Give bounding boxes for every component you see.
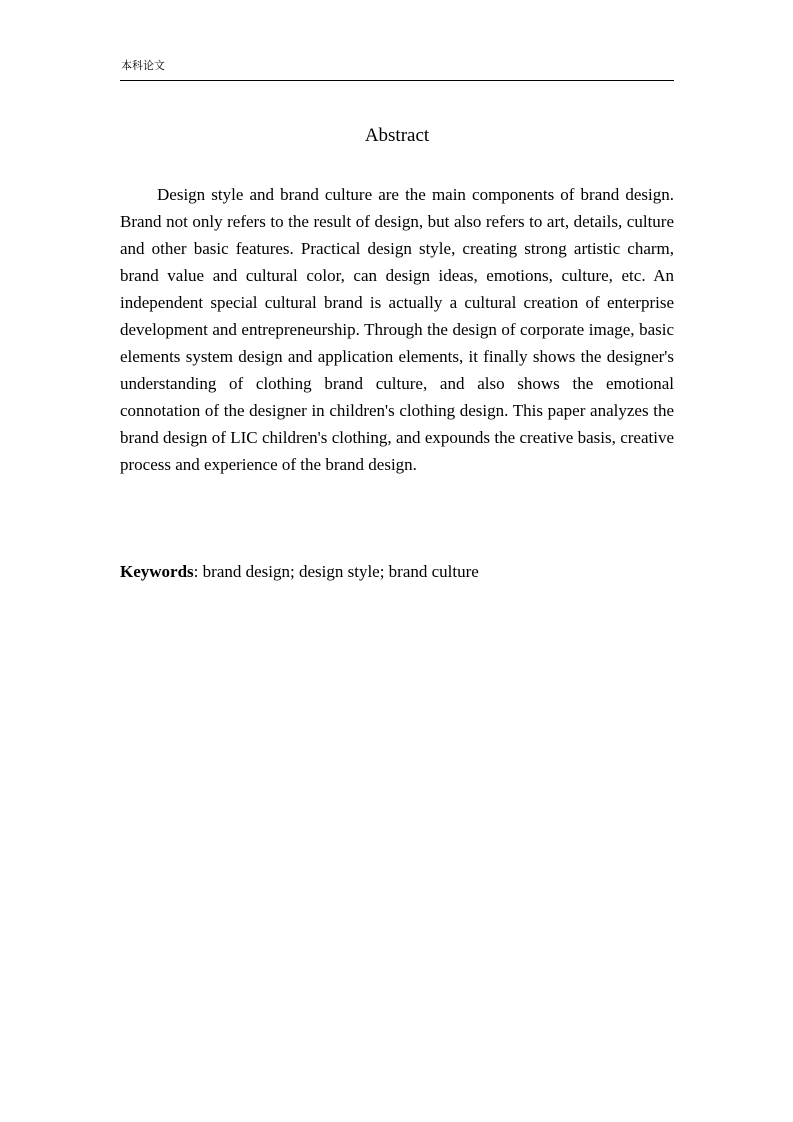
keywords-label: Keywords (120, 562, 194, 581)
abstract-body: Design style and brand culture are the main components of brand design. Brand not only refers to the result of design, but also refers to art, details, culture and other basic features. Practical design style, creating strong artistic charm, brand value and cultural color, can design ideas, emotions, culture, etc. An independent special cultural brand is actually a cultural creation of enterprise development and entrepreneurship. Through the design of corporate image, basic elements system design and application elements, it finally shows the designer's understanding of clothing brand culture, and also shows the emotional connotation of the designer in children's clothing design. This paper analyzes the brand design of LIC children's clothing, and expounds the creative basis, creative process and experience of the brand design. (120, 185, 674, 474)
running-header: 本科论文 (121, 59, 165, 72)
header-divider (120, 80, 674, 81)
keywords-separator: : (193, 562, 203, 581)
abstract-title: Abstract (364, 125, 430, 146)
keywords-line (120, 558, 674, 585)
keywords-value: brand design; design style; brand culture (202, 562, 479, 581)
